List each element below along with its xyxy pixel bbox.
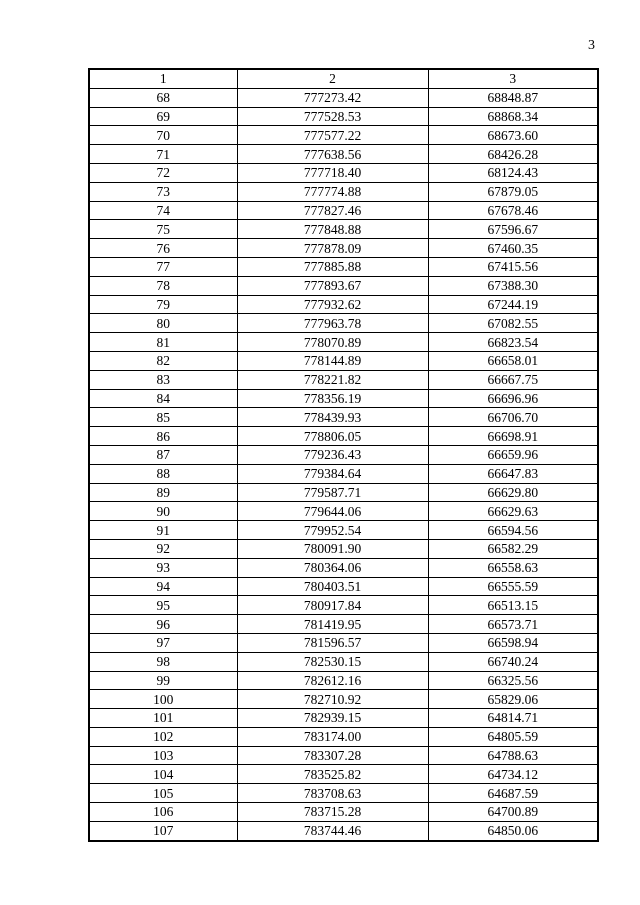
- y-coordinate-cell: 68124.43: [428, 163, 598, 182]
- point-number-cell: 106: [89, 803, 237, 822]
- point-number-cell: 72: [89, 163, 237, 182]
- table-row: [89, 765, 598, 784]
- x-coordinate-cell: 780364.06: [237, 558, 428, 577]
- x-coordinate-cell: 777848.88: [237, 220, 428, 239]
- table-row: [89, 652, 598, 671]
- table-row: [89, 314, 598, 333]
- table-header: [89, 69, 598, 88]
- y-coordinate-cell: 64788.63: [428, 746, 598, 765]
- coordinates-table: [88, 68, 599, 842]
- point-number-cell: 73: [89, 182, 237, 201]
- point-number-cell: 93: [89, 558, 237, 577]
- y-coordinate-cell: 66698.91: [428, 427, 598, 446]
- x-coordinate-cell: 780917.84: [237, 596, 428, 615]
- point-number-cell: 91: [89, 521, 237, 540]
- x-coordinate-cell: 780091.90: [237, 539, 428, 558]
- table-row: [89, 727, 598, 746]
- y-coordinate-cell: 66706.70: [428, 408, 598, 427]
- y-coordinate-cell: 68426.28: [428, 145, 598, 164]
- x-coordinate-cell: 778439.93: [237, 408, 428, 427]
- y-coordinate-cell: 67082.55: [428, 314, 598, 333]
- x-coordinate-cell: 777963.78: [237, 314, 428, 333]
- y-coordinate-cell: 66823.54: [428, 333, 598, 352]
- x-coordinate-cell: 782530.15: [237, 652, 428, 671]
- point-number-cell: 78: [89, 276, 237, 295]
- table-row: [89, 276, 598, 295]
- x-coordinate-cell: 779384.64: [237, 464, 428, 483]
- table-row: [89, 633, 598, 652]
- point-number-cell: 89: [89, 483, 237, 502]
- table-row: [89, 239, 598, 258]
- x-coordinate-cell: 778806.05: [237, 427, 428, 446]
- point-number-cell: 98: [89, 652, 237, 671]
- table-row: [89, 521, 598, 540]
- table-row: [89, 596, 598, 615]
- y-coordinate-cell: 67415.56: [428, 257, 598, 276]
- y-coordinate-cell: 66573.71: [428, 615, 598, 634]
- x-coordinate-cell: 778221.82: [237, 370, 428, 389]
- table-row: [89, 483, 598, 502]
- y-coordinate-cell: 66555.59: [428, 577, 598, 596]
- x-coordinate-cell: 779644.06: [237, 502, 428, 521]
- x-coordinate-cell: 777893.67: [237, 276, 428, 295]
- y-coordinate-cell: 64805.59: [428, 727, 598, 746]
- x-coordinate-cell: 777638.56: [237, 145, 428, 164]
- table-row: [89, 126, 598, 145]
- y-coordinate-cell: 68868.34: [428, 107, 598, 126]
- point-number-cell: 87: [89, 445, 237, 464]
- table-row: [89, 408, 598, 427]
- point-number-cell: 97: [89, 633, 237, 652]
- x-coordinate-cell: 782612.16: [237, 671, 428, 690]
- y-coordinate-cell: 67460.35: [428, 239, 598, 258]
- point-number-cell: 94: [89, 577, 237, 596]
- header-row: [89, 69, 598, 88]
- column-header-1: 1: [89, 69, 237, 88]
- point-number-cell: 104: [89, 765, 237, 784]
- x-coordinate-cell: 777774.88: [237, 182, 428, 201]
- y-coordinate-cell: 66594.56: [428, 521, 598, 540]
- table-row: [89, 333, 598, 352]
- point-number-cell: 88: [89, 464, 237, 483]
- table-row: [89, 746, 598, 765]
- table-row: [89, 107, 598, 126]
- point-number-cell: 79: [89, 295, 237, 314]
- table-row: [89, 539, 598, 558]
- point-number-cell: 70: [89, 126, 237, 145]
- x-coordinate-cell: 777528.53: [237, 107, 428, 126]
- table-row: [89, 502, 598, 521]
- x-coordinate-cell: 777718.40: [237, 163, 428, 182]
- x-coordinate-cell: 783715.28: [237, 803, 428, 822]
- page-number: 3: [588, 38, 595, 53]
- y-coordinate-cell: 66696.96: [428, 389, 598, 408]
- point-number-cell: 99: [89, 671, 237, 690]
- y-coordinate-cell: 66629.80: [428, 483, 598, 502]
- table-body: [89, 88, 598, 840]
- point-number-cell: 100: [89, 690, 237, 709]
- y-coordinate-cell: 64850.06: [428, 821, 598, 840]
- point-number-cell: 95: [89, 596, 237, 615]
- y-coordinate-cell: 66667.75: [428, 370, 598, 389]
- x-coordinate-cell: 777827.46: [237, 201, 428, 220]
- column-header-2: 2: [237, 69, 428, 88]
- point-number-cell: 85: [89, 408, 237, 427]
- table-row: [89, 145, 598, 164]
- table-row: [89, 351, 598, 370]
- x-coordinate-cell: 779952.54: [237, 521, 428, 540]
- x-coordinate-cell: 783307.28: [237, 746, 428, 765]
- y-coordinate-cell: 66513.15: [428, 596, 598, 615]
- point-number-cell: 80: [89, 314, 237, 333]
- point-number-cell: 74: [89, 201, 237, 220]
- table-row: [89, 803, 598, 822]
- y-coordinate-cell: 66740.24: [428, 652, 598, 671]
- table-row: [89, 784, 598, 803]
- point-number-cell: 101: [89, 709, 237, 728]
- y-coordinate-cell: 64687.59: [428, 784, 598, 803]
- point-number-cell: 71: [89, 145, 237, 164]
- y-coordinate-cell: 66659.96: [428, 445, 598, 464]
- table-row: [89, 182, 598, 201]
- y-coordinate-cell: 65829.06: [428, 690, 598, 709]
- point-number-cell: 84: [89, 389, 237, 408]
- point-number-cell: 92: [89, 539, 237, 558]
- y-coordinate-cell: 67388.30: [428, 276, 598, 295]
- column-header-3: 3: [428, 69, 598, 88]
- y-coordinate-cell: 66647.83: [428, 464, 598, 483]
- table-row: [89, 577, 598, 596]
- table-row: [89, 558, 598, 577]
- y-coordinate-cell: 68848.87: [428, 88, 598, 107]
- point-number-cell: 86: [89, 427, 237, 446]
- table-row: [89, 445, 598, 464]
- point-number-cell: 82: [89, 351, 237, 370]
- table-row: [89, 709, 598, 728]
- table-row: [89, 389, 598, 408]
- y-coordinate-cell: 66582.29: [428, 539, 598, 558]
- point-number-cell: 96: [89, 615, 237, 634]
- table-row: [89, 88, 598, 107]
- table-row: [89, 163, 598, 182]
- table-row: [89, 220, 598, 239]
- point-number-cell: 107: [89, 821, 237, 840]
- table-row: [89, 615, 598, 634]
- x-coordinate-cell: 783744.46: [237, 821, 428, 840]
- table-row: [89, 257, 598, 276]
- point-number-cell: 76: [89, 239, 237, 258]
- x-coordinate-cell: 778356.19: [237, 389, 428, 408]
- y-coordinate-cell: 66558.63: [428, 558, 598, 577]
- y-coordinate-cell: 64700.89: [428, 803, 598, 822]
- y-coordinate-cell: 64734.12: [428, 765, 598, 784]
- x-coordinate-cell: 778070.89: [237, 333, 428, 352]
- point-number-cell: 83: [89, 370, 237, 389]
- y-coordinate-cell: 67678.46: [428, 201, 598, 220]
- y-coordinate-cell: 66658.01: [428, 351, 598, 370]
- table-row: [89, 295, 598, 314]
- x-coordinate-cell: 783525.82: [237, 765, 428, 784]
- x-coordinate-cell: 780403.51: [237, 577, 428, 596]
- y-coordinate-cell: 68673.60: [428, 126, 598, 145]
- x-coordinate-cell: 782710.92: [237, 690, 428, 709]
- table-row: [89, 370, 598, 389]
- table-row: [89, 821, 598, 840]
- x-coordinate-cell: 777577.22: [237, 126, 428, 145]
- point-number-cell: 68: [89, 88, 237, 107]
- table-row: [89, 671, 598, 690]
- table-row: [89, 690, 598, 709]
- x-coordinate-cell: 777878.09: [237, 239, 428, 258]
- x-coordinate-cell: 777273.42: [237, 88, 428, 107]
- x-coordinate-cell: 783174.00: [237, 727, 428, 746]
- y-coordinate-cell: 66598.94: [428, 633, 598, 652]
- x-coordinate-cell: 783708.63: [237, 784, 428, 803]
- x-coordinate-cell: 781596.57: [237, 633, 428, 652]
- x-coordinate-cell: 777932.62: [237, 295, 428, 314]
- point-number-cell: 77: [89, 257, 237, 276]
- x-coordinate-cell: 779236.43: [237, 445, 428, 464]
- y-coordinate-cell: 67244.19: [428, 295, 598, 314]
- y-coordinate-cell: 66629.63: [428, 502, 598, 521]
- y-coordinate-cell: 67879.05: [428, 182, 598, 201]
- x-coordinate-cell: 781419.95: [237, 615, 428, 634]
- point-number-cell: 102: [89, 727, 237, 746]
- table-row: [89, 464, 598, 483]
- table-row: [89, 427, 598, 446]
- x-coordinate-cell: 777885.88: [237, 257, 428, 276]
- table-row: [89, 201, 598, 220]
- point-number-cell: 75: [89, 220, 237, 239]
- x-coordinate-cell: 779587.71: [237, 483, 428, 502]
- point-number-cell: 105: [89, 784, 237, 803]
- y-coordinate-cell: 67596.67: [428, 220, 598, 239]
- y-coordinate-cell: 64814.71: [428, 709, 598, 728]
- point-number-cell: 81: [89, 333, 237, 352]
- point-number-cell: 90: [89, 502, 237, 521]
- point-number-cell: 69: [89, 107, 237, 126]
- y-coordinate-cell: 66325.56: [428, 671, 598, 690]
- x-coordinate-cell: 782939.15: [237, 709, 428, 728]
- x-coordinate-cell: 778144.89: [237, 351, 428, 370]
- point-number-cell: 103: [89, 746, 237, 765]
